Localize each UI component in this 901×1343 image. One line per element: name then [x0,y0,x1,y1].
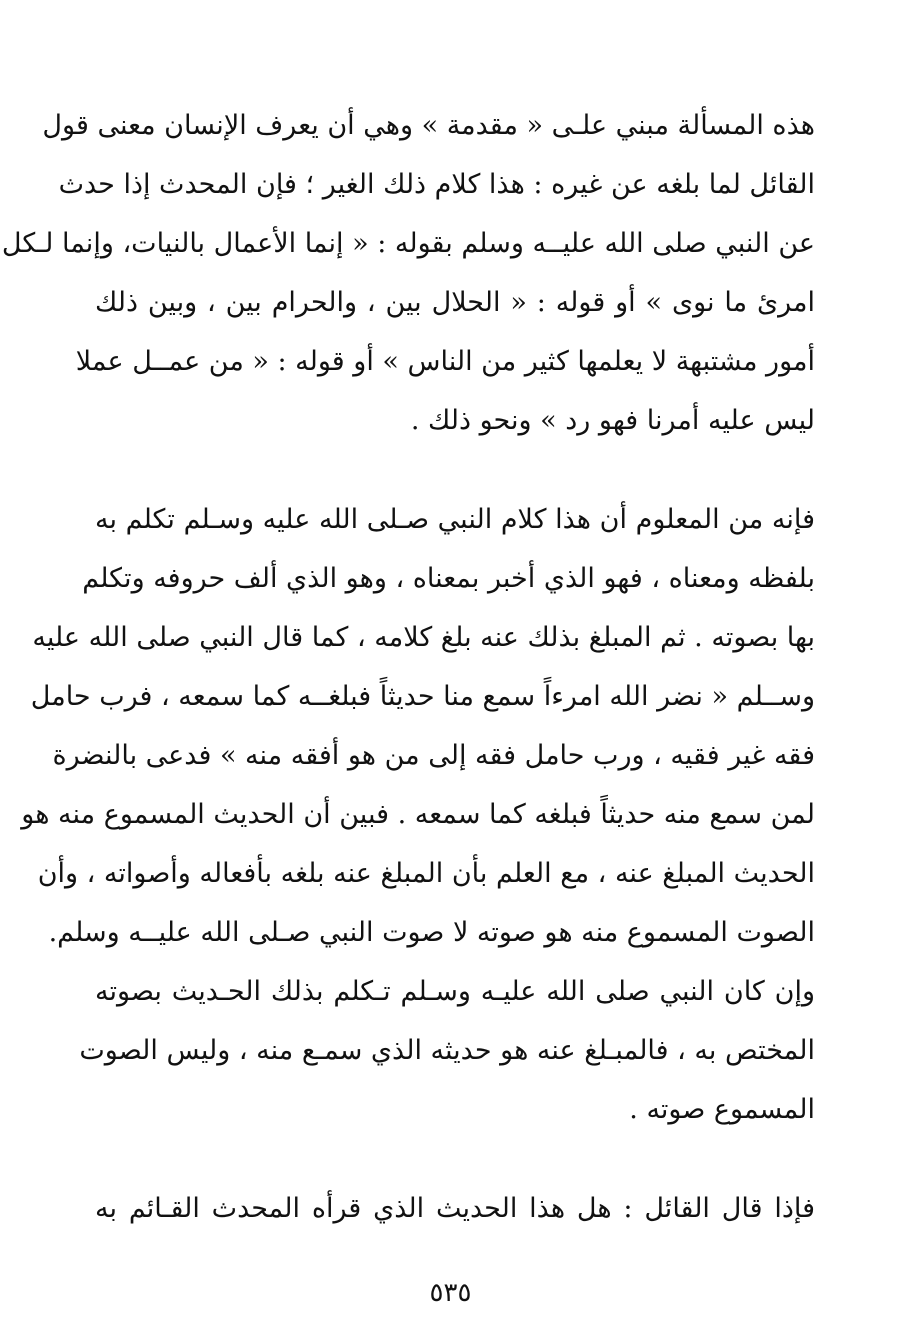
paragraph-2 [21,490,815,1139]
text-line: الصوت المسموع منه هو صوته لا صوت النبي صـلى الله عليــه وسلم. [48,917,815,948]
text-line: عن النبي صلى الله عليــه وسلم بقوله : « إنما الأعمال بالنيات، وإنما لـكل [1,228,815,259]
text-line: لمن سمع منه حديثاً فبلغه كما سمعه . فبين أن الحديث المسموع منه هو [21,799,815,830]
text-line: وســلم « نضر الله امرءاً سمع منا حديثاً فبلغــه كما سمعه ، فرب حامل [30,681,815,712]
text-line: فقه غير فقيه ، ورب حامل فقه إلى من هو أفقه منه » فدعى بالنضرة [52,740,815,771]
text-line: المختص به ، فالمبـلغ عنه هو حديثه الذي سمـع منه ، وليس الصوت [79,1035,815,1066]
text-line: أمور مشتبهة لا يعلمها كثير من الناس » أو قوله : « من عمــل عملا [75,346,815,377]
text-line: هذه المسألة مبني علـى « مقدمة » وهي أن يعرف الإنسان معنى قول [42,110,815,141]
text-line: فإنه من المعلوم أن هذا كلام النبي صـلى الله عليه وسـلم تكلم به [95,504,815,535]
page-number: ٥٣٥ [429,1278,472,1308]
text-line: وإن كان النبي صلى الله عليـه وسـلم تـكلم بذلك الحـديث بصوته [95,976,815,1007]
page-body [1,96,815,1238]
text-line: بلفظه ومعناه ، فهو الذي أخبر بمعناه ، وهو الذي ألف حروفه وتكلم [82,563,815,594]
paragraph-1 [1,96,815,450]
text-line: ليس عليه أمرنا فهو رد » ونحو ذلك . [410,405,815,436]
text-line: المسموع صوته . [629,1094,815,1125]
text-line: الحديث المبلغ عنه ، مع العلم بأن المبلغ عنه بلغه بأفعاله وأصواته ، وأن [37,858,815,889]
text-line: فإذا قال القائل : هل هذا الحديث الذي قرأه المحدث القـائم به [95,1193,815,1224]
paragraph-3 [95,1179,815,1238]
text-line: امرئ ما نوى » أو قوله : « الحلال بين ، والحرام بين ، وبين ذلك [95,287,815,318]
text-line: بها بصوته . ثم المبلغ بذلك عنه بلغ كلامه ، كما قال النبي صلى الله عليه [32,622,815,653]
text-line: القائل لما بلغه عن غيره : هذا كلام ذلك الغير ؛ فإن المحدث إذا حدث [58,169,815,200]
